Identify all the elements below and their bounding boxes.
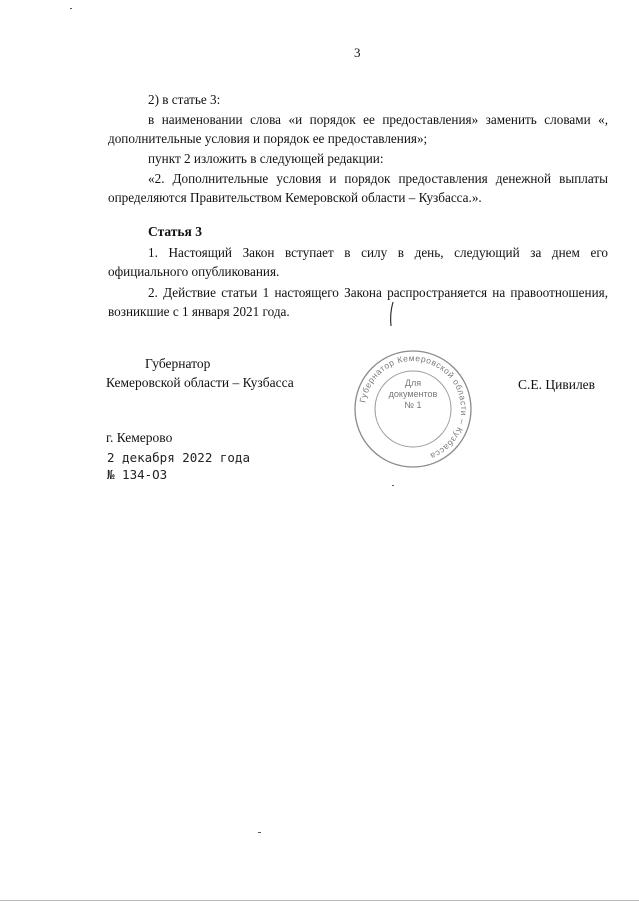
pen-mark [388,301,396,327]
amendment-item: 2) в статье 3: [148,92,221,107]
seal-center-line-1: Для [404,378,422,388]
amendment-title-change: в наименовании слова «и порядок ее предоставления» заменить словами «, дополнительные условия и порядок ее предоставления»; [108,112,608,146]
law-number: № 134-ОЗ [107,467,168,482]
scan-speck [392,485,394,486]
page-number: 3 [354,45,361,60]
place-of-signing: г. Кемерово [106,430,173,445]
scan-speck [70,8,72,9]
seal-center [352,378,474,411]
signatory-region: Кемеровской области – Кузбасса [106,375,294,390]
signing-date: 2 декабря 2022 года [107,450,250,465]
seal-center-line-3: № 1 [404,400,422,410]
page-bottom-edge [0,900,639,901]
amendment-clause-intro: пункт 2 изложить в следующей редакции: [148,151,384,166]
official-seal [352,348,474,470]
article-3-heading: Статья 3 [148,224,202,239]
amendment-clause-text: «2. Дополнительные условия и порядок предоставления денежной выплаты определяются Правительством Кемеровской области – Кузбасса.». [108,171,608,205]
seal-ring-text: Губернатор Кемеровской области – Кузбасса [357,352,470,462]
article-3-paragraph-2: 2. Действие статьи 1 настоящего Закона распространяется на правоотношения, возникшие с 1 января 2021 года. [108,285,608,319]
seal-center-line-2: документов [388,389,438,399]
signatory-name: С.Е. Цивилев [518,377,596,392]
signatory-title: Губернатор [145,356,211,371]
article-3-paragraph-1: 1. Настоящий Закон вступает в силу в день, следующий за днем его официального опубликования. [108,245,608,279]
scan-speck [258,832,261,833]
